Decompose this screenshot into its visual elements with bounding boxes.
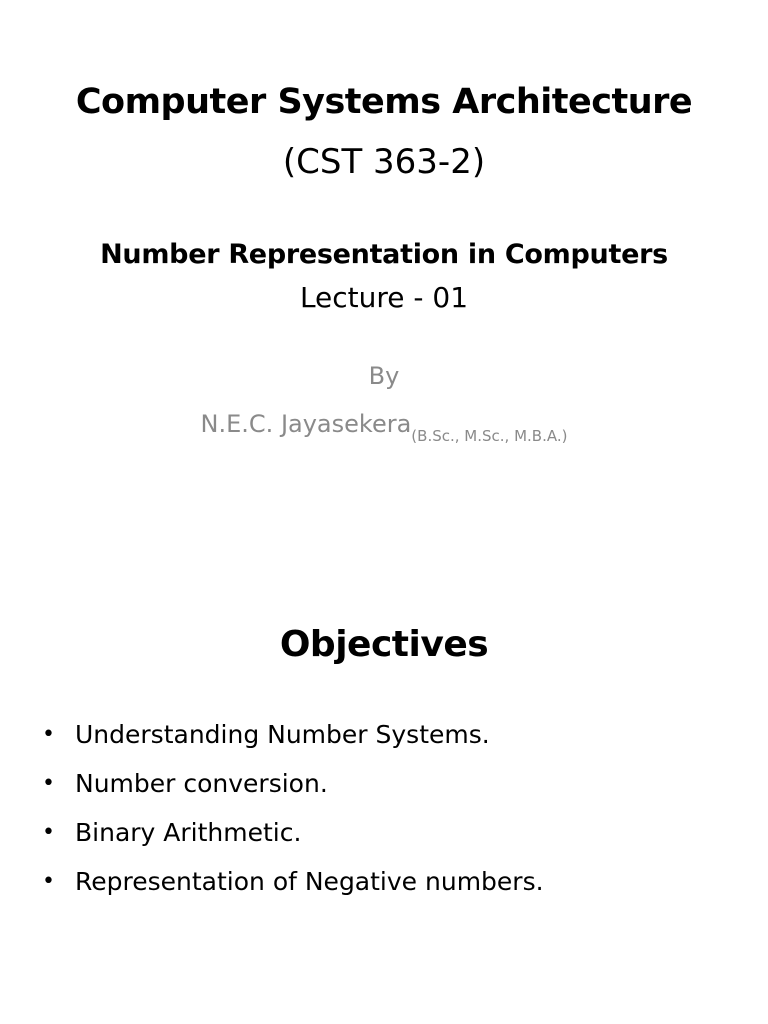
bullet-icon: •	[42, 771, 55, 796]
objective-item	[42, 715, 544, 764]
objective-text: Number conversion.	[75, 769, 328, 798]
objective-text: Understanding Number Systems.	[75, 720, 490, 749]
bullet-icon: •	[42, 722, 55, 747]
bullet-icon: •	[42, 820, 55, 845]
objective-item	[42, 862, 544, 911]
by-text: By	[368, 362, 400, 390]
objective-item	[42, 764, 544, 813]
author-name: N.E.C. Jayasekera	[200, 410, 412, 438]
course-code: (CST 363-2)	[282, 142, 486, 182]
objective-text: Binary Arithmetic.	[75, 818, 302, 847]
bullet-icon: •	[42, 869, 55, 894]
objectives-heading: Objectives	[279, 624, 489, 665]
author-line	[0, 410, 768, 445]
objectives-list	[42, 715, 544, 911]
course-title: Computer Systems Architecture	[75, 82, 693, 122]
author-degrees: (B.Sc., M.Sc., M.B.A.)	[411, 427, 568, 445]
objective-text: Representation of Negative numbers.	[75, 867, 544, 896]
lecture-number: Lecture - 01	[299, 281, 469, 314]
objective-item	[42, 813, 544, 862]
lecture-topic: Number Representation in Computers	[100, 239, 668, 270]
objectives-slide	[0, 560, 768, 1024]
